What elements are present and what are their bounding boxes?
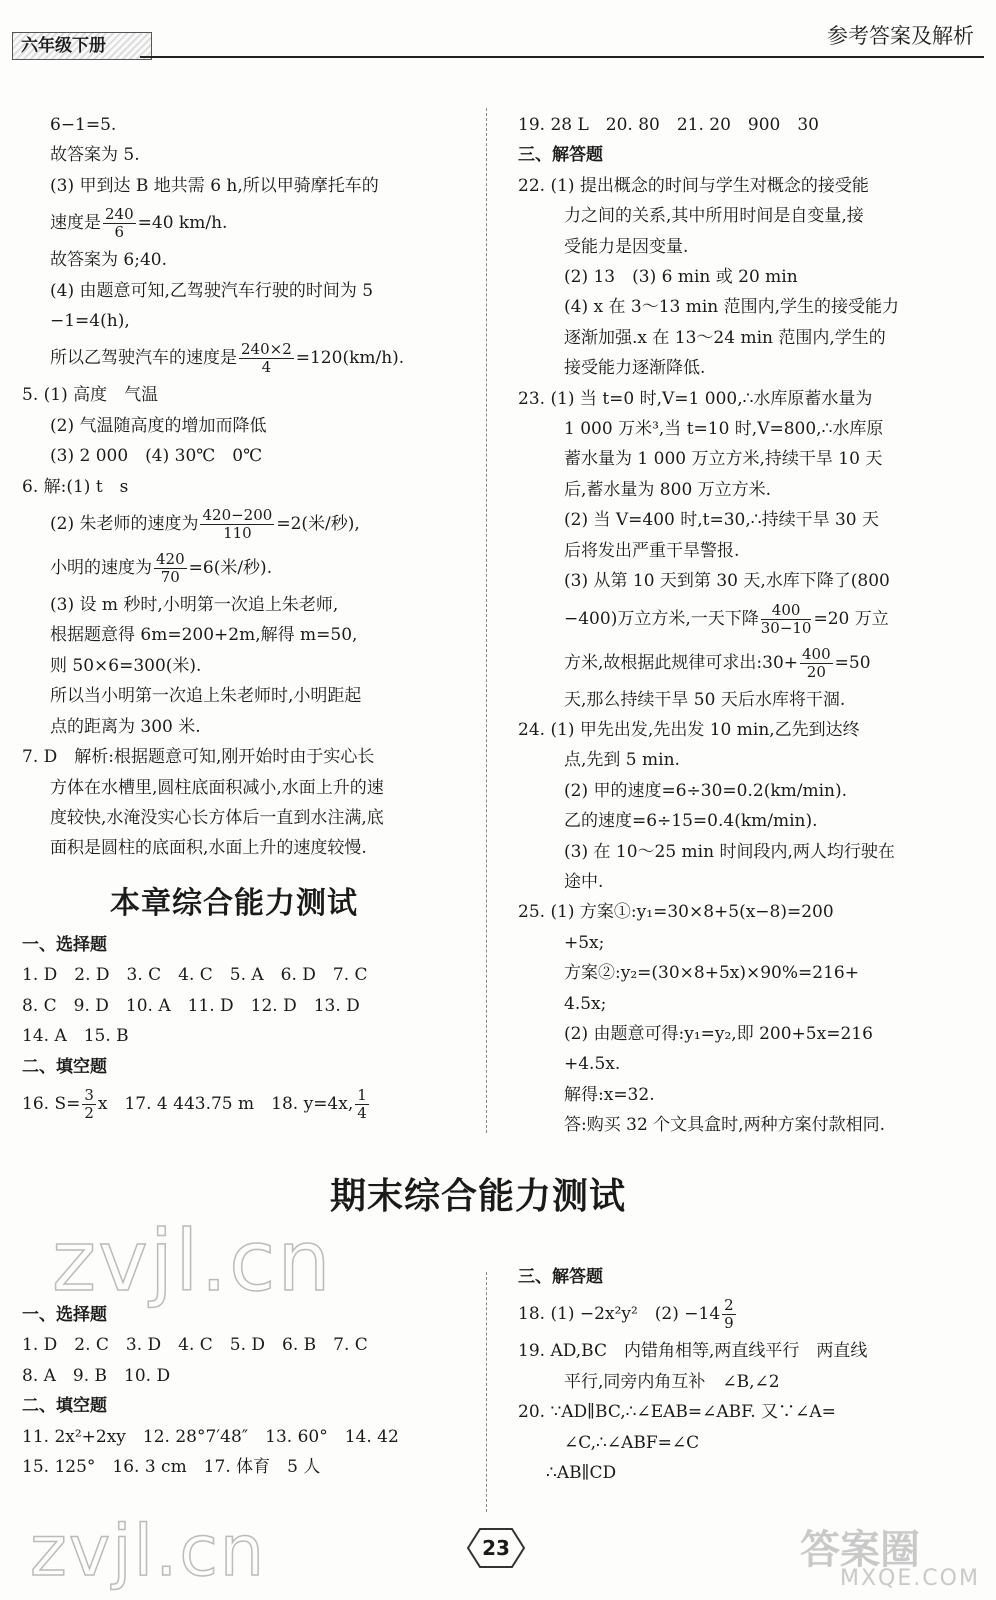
final-test-title: 期末综合能力测试 [330,1176,627,1217]
answer-line: 8. A 9. B 10. D [22,1365,171,1386]
chapter-test-title: 本章综合能力测试 [110,886,358,921]
header-rule [140,56,984,58]
answer-line: (2) 由题意可得:y₁=y₂,即 200+5x=216 [564,1023,873,1044]
denominator: 2 [84,1104,94,1123]
answer-line: 蓄水量为 1 000 万立方米,持续干旱 10 天 [564,449,883,470]
text: 所以乙驾驶汽车的速度是 [50,348,237,369]
answer-line [22,201,482,245]
text: 16. S= [22,1094,81,1115]
text: =40 km/h. [137,213,228,234]
answer-line: 方体在水槽里,圆柱底面积减小,水面上升的速 [50,777,384,798]
text: x 17. 4 443.75 m 18. y=4x, [97,1094,354,1115]
answer-line: (4) x 在 3～13 min 范围内,学生的接受能力 [564,297,900,318]
answer-line: 面积是圆柱的底面积,水面上升的速度较慢. [50,838,367,859]
page-number [466,1526,526,1570]
numerator: 3 [84,1086,94,1105]
answer-line: 接受能力逐渐降低. [564,358,706,379]
answer-line: 后将发出严重干旱警报. [564,540,740,561]
section-heading: 二、填空题 [22,1056,107,1077]
answer-line: 方案②:y₂=(30×8+5x)×90%=216+ [564,963,859,984]
denominator: 70 [160,568,180,587]
section-heading: 三、解答题 [518,145,603,166]
left-column [22,110,482,864]
answer-line: (3) 从第 10 天到第 30 天,水库下降了(800 [564,571,890,592]
answer-line: ∠C,∴∠ABF=∠C [564,1432,700,1453]
answer-line: 1 000 万米³,当 t=10 时,V=800,∴水库原 [564,419,884,440]
denominator: 4 [357,1104,367,1123]
answer-line: +4.5x. [564,1054,621,1075]
answer-line: 1. D 2. C 3. D 4. C 5. D 6. B 7. C [22,1335,368,1356]
answer-line: 15. 125° 16. 3 cm 17. 体育 5 人 [22,1457,321,1478]
site-logo-url: MXQE.COM [840,1566,980,1591]
denominator: 30−10 [760,618,812,637]
answer-line: 解得:x=32. [564,1084,655,1105]
answer-line: 11. 2x²+2xy 12. 28°7′48″ 13. 60° 14. 42 [22,1426,399,1447]
fraction [800,646,833,681]
answer-line: 7. D 解析:根据题意可知,刚开始时由于实心长 [22,747,375,768]
right-column [518,110,978,1141]
answer-line [518,641,978,685]
answer-line: 平行,同旁内角互补 ∠B,∠2 [564,1371,780,1392]
site-logo: 答案圈 [800,1527,920,1573]
answer-line: 6. 解:(1) t s [22,476,129,497]
text: −400)万立方米,一天下降 [564,608,759,629]
answer-line: 故答案为 6;40. [50,250,167,271]
text: =6(米/秒). [188,558,273,579]
column-divider-bottom [486,1272,487,1512]
answer-line: (3) 在 10～25 min 时间段内,两人均行驶在 [564,841,895,862]
answer-line: 则 50×6=300(米). [50,655,202,676]
answer-line: 根据题意得 6m=200+2m,解得 m=50, [50,625,358,646]
answer-line: 14. A 15. B [22,1026,129,1047]
answer-line [22,1082,482,1126]
answer-line: 1. D 2. D 3. C 4. C 5. A 6. D 7. C [22,965,368,986]
numerator: 1 [357,1086,367,1105]
answer-line: 8. C 9. D 10. A 11. D 12. D 13. D [22,995,360,1016]
fraction [761,602,812,637]
answer-line: 答:购买 32 个文具盒时,两种方案付款相同. [564,1115,885,1136]
text: (2) 朱老师的速度为 [50,514,199,535]
numerator: 400 [802,644,831,663]
answer-line: −1=4(h), [50,311,130,332]
text: 方米,故根据此规律可求出:30+ [564,652,799,673]
answer-line [518,597,978,641]
answer-line: 4.5x; [564,993,607,1014]
fraction [722,1297,736,1332]
page-header-title: 参考答案及解析 [827,24,974,48]
answer-line: 6−1=5. [50,115,117,135]
answer-line: 22. (1) 提出概念的时间与学生对概念的接受能 [518,175,869,196]
answer-line: 5. (1) 高度 气温 [22,385,159,406]
answer-line: 逐渐加强.x 在 13～24 min 范围内,学生的 [564,327,886,348]
numerator: 2 [724,1296,734,1315]
denominator: 6 [114,223,125,242]
chapter-test-answers [22,930,482,1126]
answer-line: 途中. [564,871,604,892]
answer-line: (4) 由题意可知,乙驾驶汽车行驶的时间为 5 [50,280,374,301]
denominator: 110 [223,524,252,543]
numerator: 420−200 [202,506,273,525]
answer-line [22,546,482,590]
answer-line: 后,蓄水量为 800 万立方米. [564,479,772,500]
section-heading: 一、选择题 [22,935,107,955]
column-divider-top [486,108,487,1133]
answer-line: 19. 28 L 20. 80 21. 20 900 30 [518,115,819,135]
numerator: 240 [105,205,134,224]
grade-label [12,32,152,60]
answer-line: 受能力是因变量. [564,236,689,257]
fraction [103,206,136,241]
fraction [239,341,294,376]
denominator: 20 [806,662,826,681]
answer-line: ∴AB∥CD [546,1463,617,1484]
answer-line: (2) 13 (3) 6 min 或 20 min [564,267,798,288]
fraction [154,551,187,586]
answer-line: (2) 当 V=400 时,t=30,∴持续干旱 30 天 [564,510,880,531]
text: =20 万立 [813,608,889,629]
text: =120(km/h). [295,348,405,369]
answer-line: 天,那么持续干旱 50 天后水库将干涸. [564,689,846,710]
answer-line: 19. AD,BC 内错角相等,两直线平行 两直线 [518,1341,868,1362]
text: 速度是 [50,213,101,234]
fraction [82,1087,96,1122]
final-left-column [22,1300,482,1482]
denominator: 4 [261,358,272,377]
answer-line: (3) 设 m 秒时,小明第一次追上朱老师, [50,595,339,616]
text: 小明的速度为 [50,558,152,579]
answer-line: (3) 2 000 (4) 30℃ 0℃ [50,446,263,467]
fraction [200,507,274,542]
text: =2(米/秒), [276,514,360,535]
numerator: 420 [156,550,185,569]
answer-line [518,1292,978,1336]
section-heading: 三、解答题 [518,1267,603,1287]
text: =50 [834,652,871,673]
final-right-column [518,1262,978,1488]
answer-line: 乙的速度=6÷15=0.4(km/min). [564,811,818,832]
page-number-text: 23 [482,1536,510,1560]
watermark-text: zvjl.cn [52,1212,333,1310]
answer-line: (2) 甲的速度=6÷30=0.2(km/min). [564,780,848,801]
answer-line: (2) 气温随高度的增加而降低 [50,415,267,436]
answer-line: +5x; [564,932,605,953]
numerator: 400 [761,602,812,620]
grade-text: 六年级下册 [21,36,106,56]
answer-line [22,502,482,546]
watermark-text: zvjl.cn [30,1510,267,1592]
text: 18. (1) −2x²y² (2) −14 [518,1304,721,1325]
section-heading: 一、选择题 [22,1305,107,1325]
answer-line [22,336,482,380]
answer-line: 力之间的关系,其中所用时间是自变量,接 [564,206,864,227]
answer-line: 点,先到 5 min. [564,750,680,771]
denominator: 9 [724,1314,734,1333]
answer-line: 23. (1) 当 t=0 时,V=1 000,∴水库原蓄水量为 [518,388,873,409]
answer-line: 20. ∵AD∥BC,∴∠EAB=∠ABF. 又∵∠A= [518,1402,836,1423]
answer-line: 故答案为 5. [50,145,140,166]
answer-line: 度较快,水淹没实心长方体后一直到水注满,底 [50,807,384,828]
answer-line: (3) 甲到达 B 地共需 6 h,所以甲骑摩托车的 [50,175,379,196]
section-heading: 二、填空题 [22,1396,107,1417]
answer-line: 25. (1) 方案①:y₁=30×8+5(x−8)=200 [518,902,834,923]
numerator: 240×2 [241,340,292,359]
answer-line: 点的距离为 300 米. [50,716,201,737]
answer-line: 所以当小明第一次追上朱老师时,小明距起 [50,686,362,707]
fraction [355,1087,369,1122]
answer-line: 24. (1) 甲先出发,先出发 10 min,乙先到达终 [518,719,860,740]
